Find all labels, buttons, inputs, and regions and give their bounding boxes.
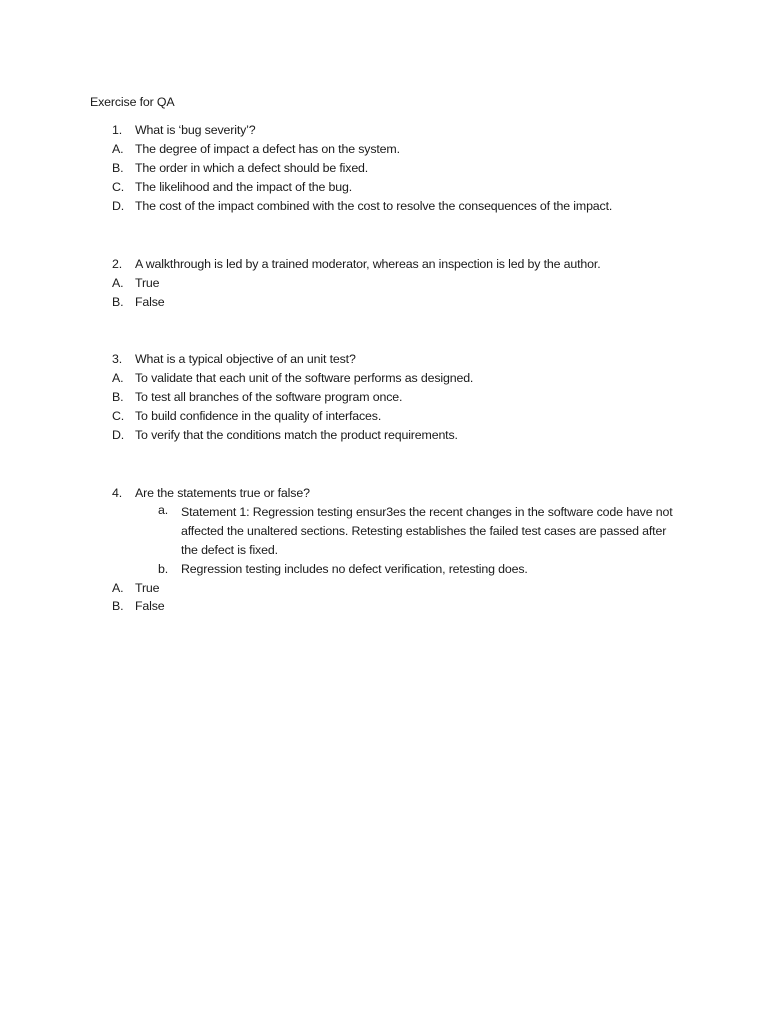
statement-item: [0, 560, 768, 579]
question-line: [0, 121, 768, 140]
statement-text: Statement 1: Regression testing ensur3es the recent changes in the software code have not affected the unaltered sections. Retesting establishes the failed test cases are passed after the defect is fixed.: [181, 504, 673, 557]
question-number: 3.: [112, 352, 123, 366]
option-letter: B.: [112, 599, 124, 614]
question-2: [0, 255, 768, 312]
option-letter: B.: [112, 389, 124, 404]
question-text: What is ‘bug severity’?: [135, 123, 256, 137]
option-line: [0, 178, 768, 197]
statement-text: Regression testing includes no defect verification, retesting does.: [181, 561, 528, 576]
statement-item: [0, 503, 768, 560]
option-text: To test all branches of the software program once.: [135, 389, 403, 404]
option-text: The degree of impact a defect has on the system.: [135, 141, 400, 156]
question-number: 2.: [112, 257, 123, 271]
question-line: [0, 350, 768, 369]
option-text: To build confidence in the quality of interfaces.: [135, 408, 382, 423]
question-line: [0, 255, 768, 274]
option-line: [0, 597, 768, 616]
option-line: [0, 159, 768, 178]
question-1: [0, 121, 768, 215]
question-text: What is a typical objective of an unit test?: [135, 352, 356, 366]
option-text: To verify that the conditions match the product requirements.: [135, 427, 458, 442]
option-line: [0, 293, 768, 312]
question-text: A walkthrough is led by a trained moderator, whereas an inspection is led by the author.: [135, 257, 601, 271]
option-line: [0, 407, 768, 426]
option-text: True: [135, 275, 160, 290]
option-line: [0, 369, 768, 388]
option-text: The order in which a defect should be fixed.: [135, 160, 369, 175]
option-letter: B.: [112, 294, 124, 309]
option-text: To validate that each unit of the software performs as designed.: [135, 370, 474, 385]
statement-letter: a.: [158, 502, 169, 517]
option-letter: A.: [112, 370, 124, 385]
option-line: [0, 426, 768, 445]
statement-letter: b.: [158, 561, 169, 576]
option-letter: A.: [112, 141, 124, 156]
option-letter: D.: [112, 427, 125, 442]
option-text: The likelihood and the impact of the bug.: [135, 179, 353, 194]
option-line: [0, 197, 768, 216]
document-title: Exercise for QA: [90, 95, 175, 109]
option-letter: C.: [112, 179, 125, 194]
question-4: [0, 484, 768, 616]
question-number: 1.: [112, 123, 123, 137]
option-letter: D.: [112, 198, 125, 213]
option-line: [0, 388, 768, 407]
option-text: The cost of the impact combined with the cost to resolve the consequences of the impact.: [135, 198, 613, 213]
question-text: Are the statements true or false?: [135, 486, 310, 500]
question-number: 4.: [112, 486, 123, 500]
option-letter: A.: [112, 275, 124, 290]
option-letter: B.: [112, 160, 124, 175]
option-line: [0, 579, 768, 598]
option-text: True: [135, 580, 160, 595]
option-line: [0, 274, 768, 293]
question-3: [0, 350, 768, 444]
question-line: [0, 484, 768, 503]
option-letter: A.: [112, 580, 124, 595]
option-text: False: [135, 294, 165, 309]
option-letter: C.: [112, 408, 125, 423]
option-line: [0, 140, 768, 159]
option-text: False: [135, 599, 165, 614]
